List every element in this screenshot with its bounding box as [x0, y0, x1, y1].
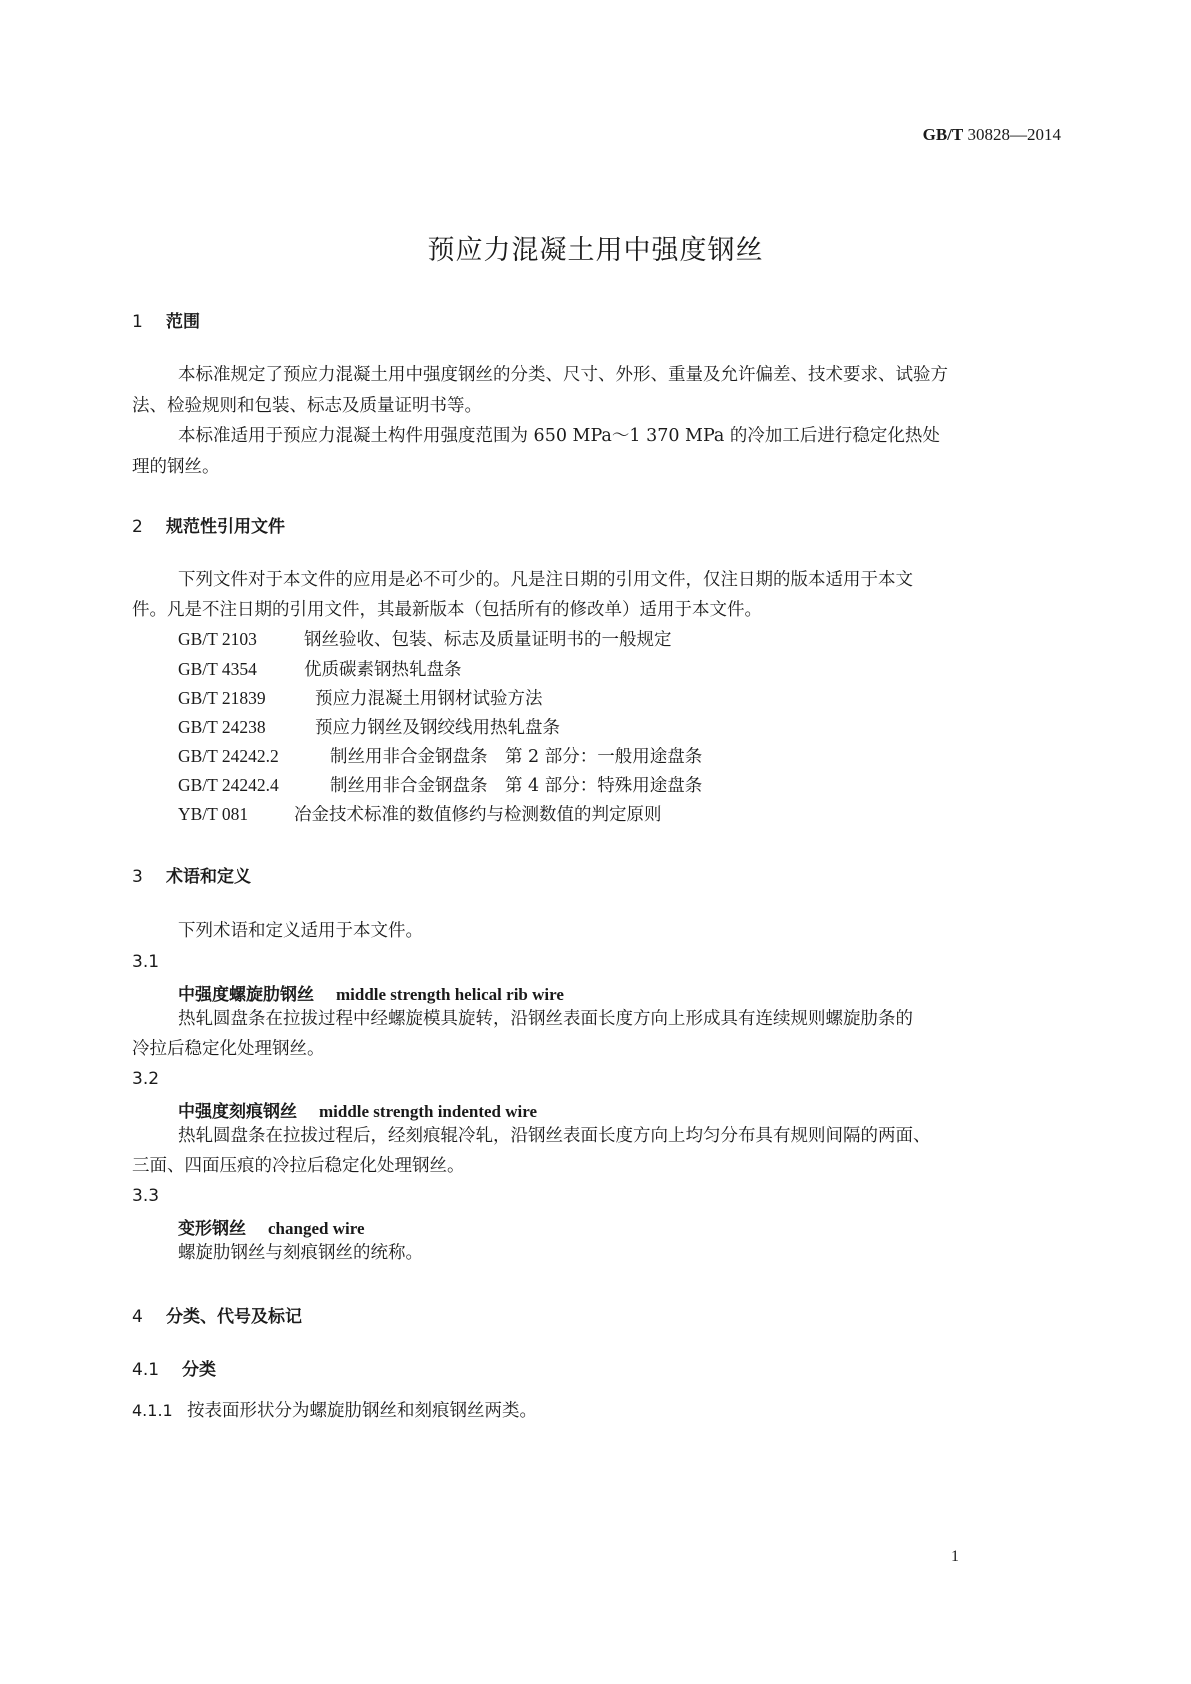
section-number: 1	[132, 312, 143, 332]
clause-text: 按表面形状分为螺旋肋钢丝和刻痕钢丝两类。	[187, 1401, 537, 1421]
term-name-zh: 中强度螺旋肋钢丝	[178, 985, 314, 1005]
section-3-heading	[132, 862, 251, 887]
paragraph-line: 件。凡是不注日期的引用文件，其最新版本（包括所有的修改单）适用于本文件。	[132, 600, 762, 620]
section-1-heading	[132, 307, 200, 332]
subsection-4-1-heading	[132, 1355, 216, 1380]
term-name	[178, 1097, 537, 1122]
paragraph-line: 本标准适用于预应力混凝土构件用强度范围为 650 MPa～1 370 MPa 的冷加工后进行稳定化热处	[178, 426, 940, 446]
reference-code: GB/T 24242.4	[178, 775, 279, 795]
clause-4-1-1	[132, 1395, 537, 1427]
term-name-zh: 中强度刻痕钢丝	[178, 1102, 297, 1122]
reference-code: GB/T 24238	[178, 717, 266, 737]
reference-code: GB/T 24242.2	[178, 746, 279, 766]
section-number: 4	[132, 1307, 143, 1327]
term-name-zh: 变形钢丝	[178, 1219, 246, 1239]
reference-code: GB/T 2103	[178, 629, 257, 649]
paragraph-line: 下列文件对于本文件的应用是必不可少的。凡是注日期的引用文件，仅注日期的版本适用于本文	[178, 570, 913, 590]
page-number: 1	[951, 1548, 959, 1565]
reference-title: 制丝用非合金钢盘条 第 4 部分：特殊用途盘条	[330, 776, 703, 796]
term-definition-line: 热轧圆盘条在拉拔过程后，经刻痕辊冷轧，沿钢丝表面长度方向上均匀分布具有规则间隔的两面、	[178, 1126, 931, 1146]
reference-item	[178, 712, 560, 744]
standard-code-number: 30828—2014	[967, 125, 1061, 144]
reference-code: GB/T 21839	[178, 688, 266, 708]
section-title: 术语和定义	[166, 867, 251, 887]
section-title: 规范性引用文件	[166, 517, 285, 537]
reference-item	[178, 683, 543, 715]
term-definition-line: 螺旋肋钢丝与刻痕钢丝的统称。	[178, 1243, 423, 1263]
term-name	[178, 1214, 365, 1239]
reference-title: 制丝用非合金钢盘条 第 2 部分：一般用途盘条	[330, 747, 703, 767]
paragraph-line: 法、检验规则和包装、标志及质量证明书等。	[132, 396, 482, 416]
section-4-heading	[132, 1302, 302, 1327]
term-definition-line: 三面、四面压痕的冷拉后稳定化处理钢丝。	[132, 1156, 465, 1176]
reference-code: YB/T 081	[178, 804, 249, 824]
reference-title: 优质碳素钢热轧盘条	[304, 660, 462, 680]
page-title: 预应力混凝土用中强度钢丝	[427, 235, 764, 266]
term-name-en: middle strength indented wire	[319, 1102, 538, 1121]
subsection-number: 4.1	[132, 1360, 160, 1380]
subsection-title: 分类	[182, 1360, 216, 1380]
reference-item	[178, 770, 702, 802]
term-name-en: middle strength helical rib wire	[336, 985, 564, 1004]
section-2-heading	[132, 512, 285, 537]
reference-item	[178, 741, 702, 773]
section-title: 范围	[166, 312, 200, 332]
term-number: 3.3	[132, 1186, 160, 1206]
term-definition-line: 冷拉后稳定化处理钢丝。	[132, 1039, 325, 1059]
reference-title: 冶金技术标准的数值修约与检测数值的判定原则	[294, 805, 662, 825]
section-number: 2	[132, 517, 143, 537]
standard-code	[923, 125, 1061, 145]
term-number: 3.1	[132, 952, 160, 972]
reference-title: 预应力混凝土用钢材试验方法	[315, 689, 543, 709]
paragraph-line: 理的钢丝。	[132, 457, 220, 477]
paragraph-line: 本标准规定了预应力混凝土用中强度钢丝的分类、尺寸、外形、重量及允许偏差、技术要求、试验方	[178, 365, 948, 385]
reference-item	[178, 654, 462, 686]
term-name	[178, 980, 564, 1005]
reference-code: GB/T 4354	[178, 659, 257, 679]
reference-title: 预应力钢丝及钢绞线用热轧盘条	[315, 718, 560, 738]
clause-number: 4.1.1	[132, 1401, 173, 1420]
standard-code-prefix: GB/T	[922, 125, 964, 144]
paragraph-line: 下列术语和定义适用于本文件。	[178, 921, 423, 941]
reference-title: 钢丝验收、包装、标志及质量证明书的一般规定	[304, 630, 672, 650]
term-number: 3.2	[132, 1069, 160, 1089]
section-number: 3	[132, 867, 143, 887]
reference-item	[178, 799, 662, 831]
term-definition-line: 热轧圆盘条在拉拔过程中经螺旋模具旋转，沿钢丝表面长度方向上形成具有连续规则螺旋肋条的	[178, 1009, 913, 1029]
term-name-en: changed wire	[268, 1219, 365, 1238]
section-title: 分类、代号及标记	[166, 1307, 302, 1327]
reference-item	[178, 624, 672, 656]
